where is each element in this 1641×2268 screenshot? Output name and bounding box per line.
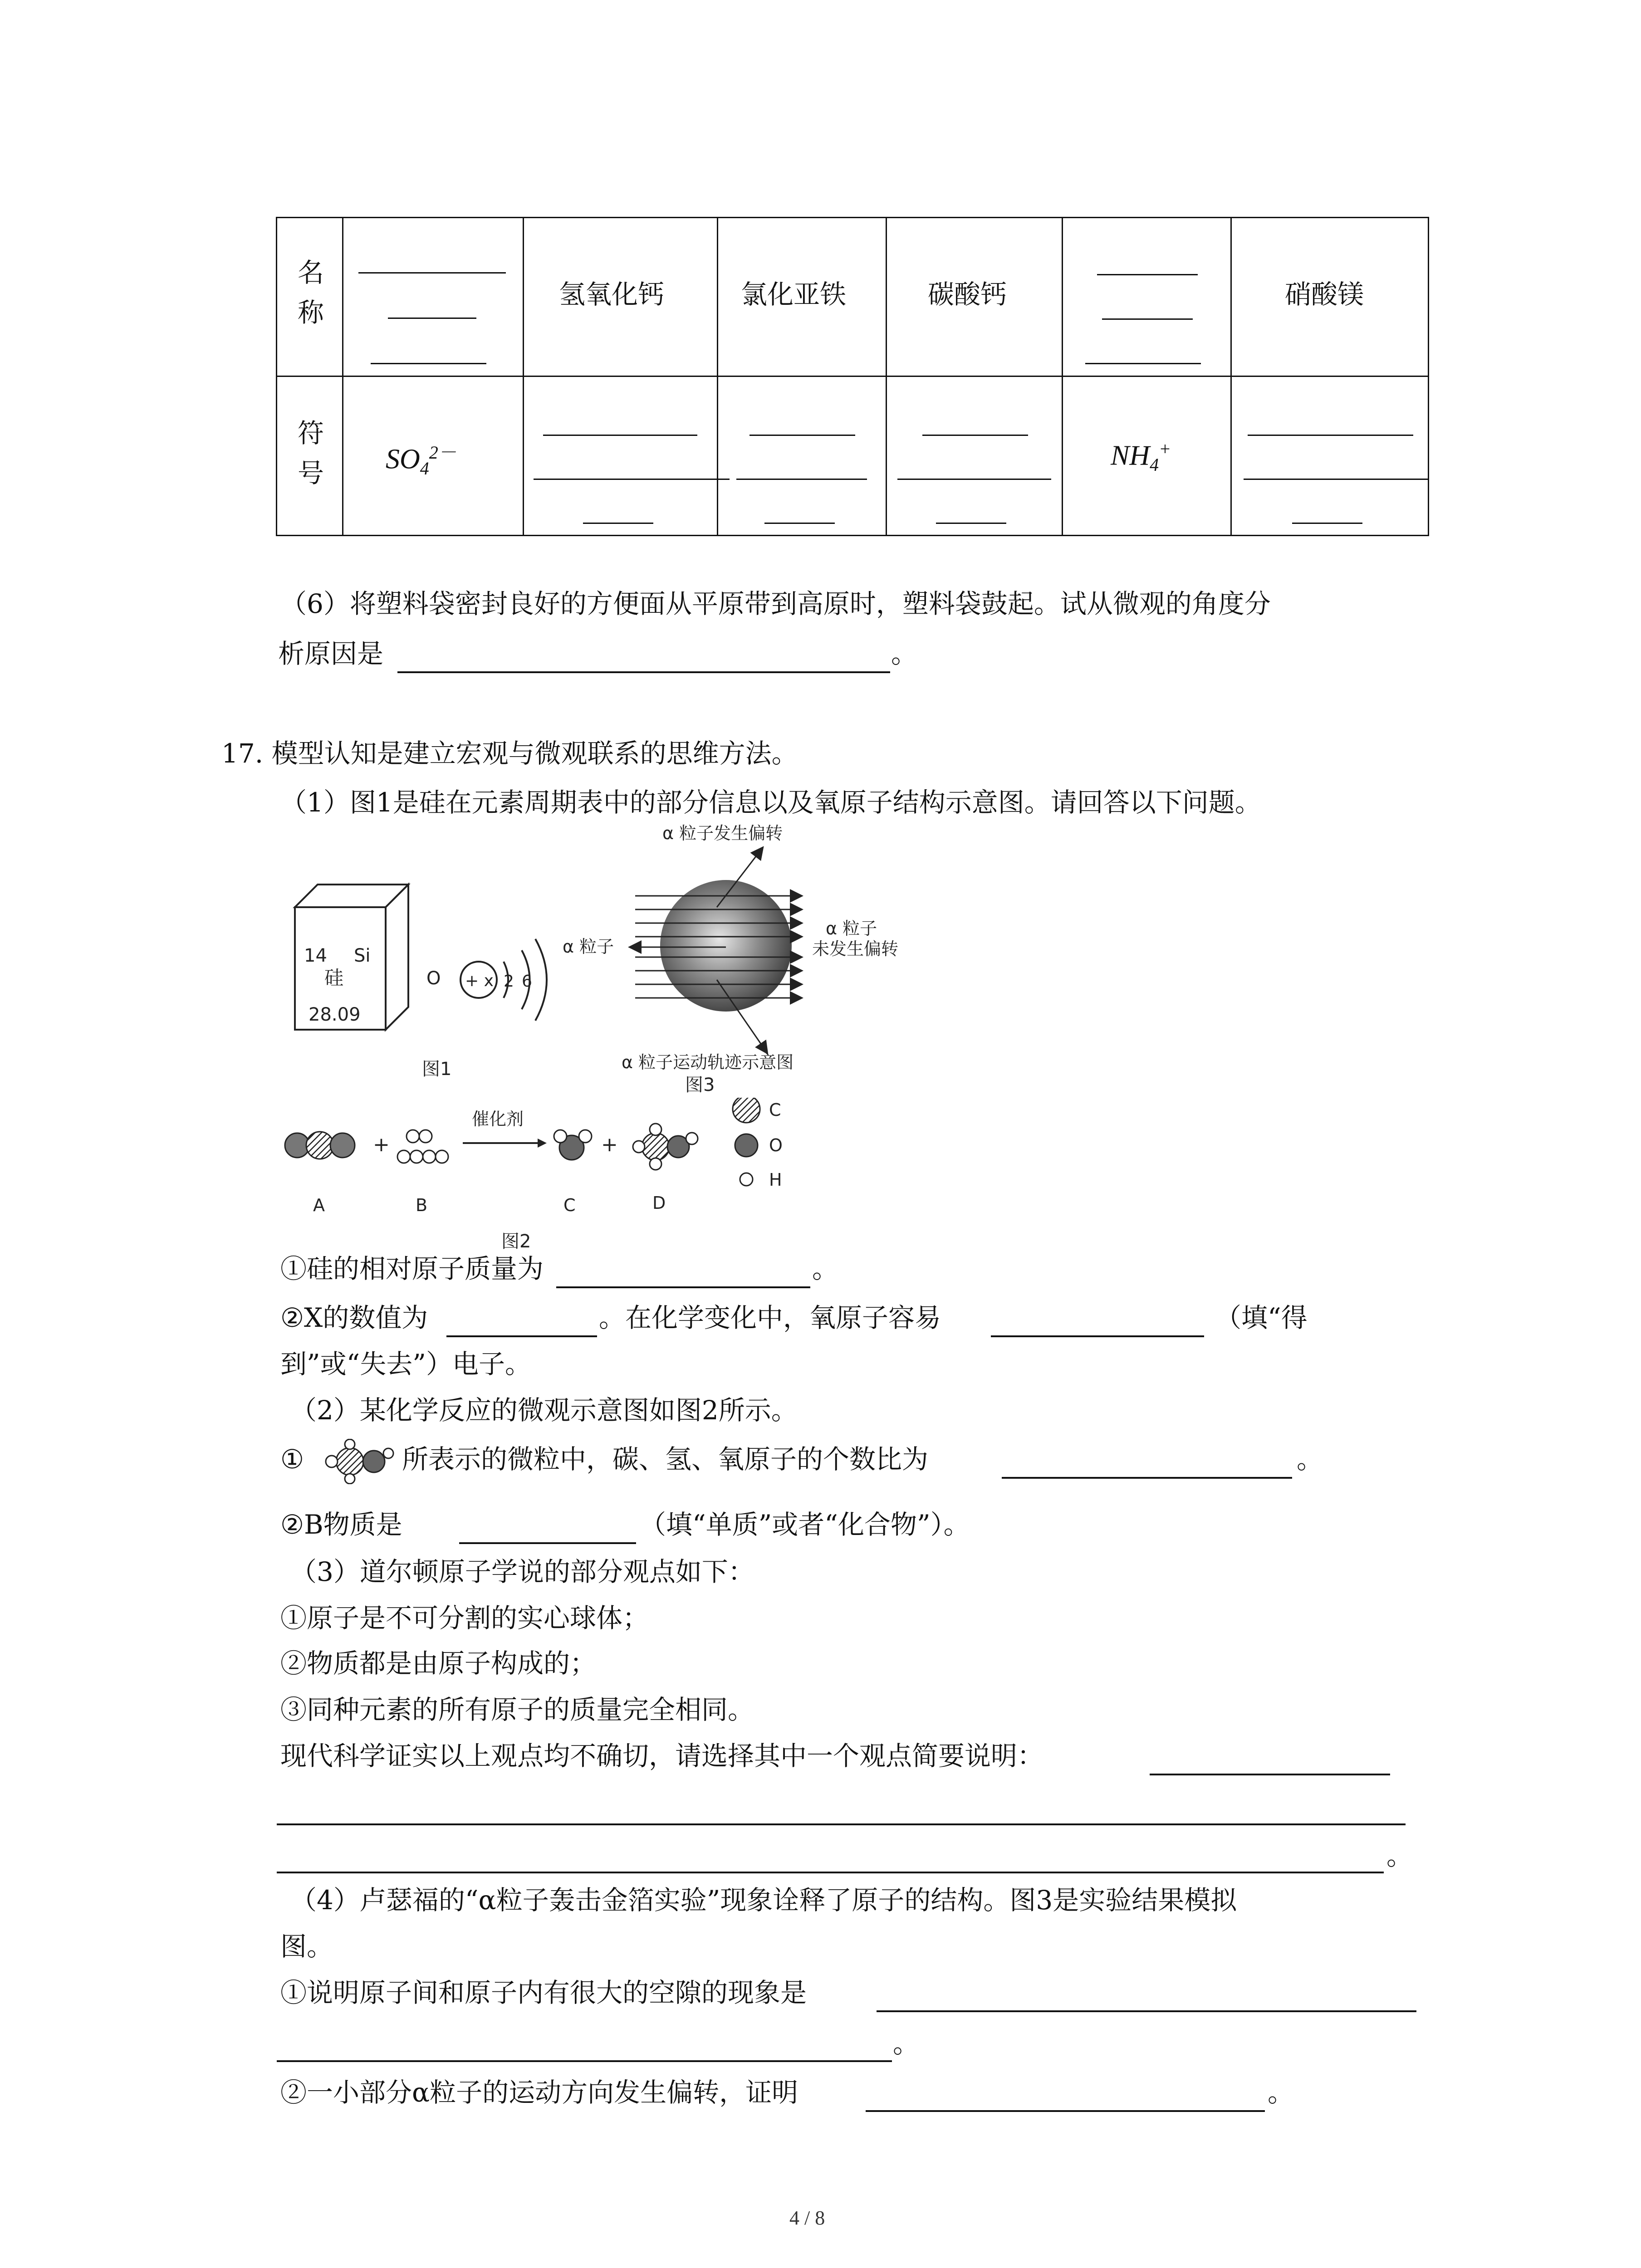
q17-4b-end: 。 — [1268, 2077, 1294, 2108]
table-header-name-2: 称 — [298, 297, 324, 328]
q17-2a-molecule-icon — [307, 1439, 402, 1484]
q17-4a-text: ①说明原子间和原子内有很大的空隙的现象是 — [280, 1977, 807, 2008]
symbol-cell-ammonium: $NH_4^+$ — [1111, 439, 1171, 475]
fig3-top-label: α 粒子发生偏转 — [662, 823, 783, 843]
q17-1b-text4: 到”或“失去”）电子。 — [280, 1349, 531, 1379]
q6-line2-end: 。 — [891, 638, 918, 669]
fig1-mass: 28.09 — [309, 1004, 361, 1025]
q17-3-point2: ②物质都是由原子构成的； — [280, 1648, 597, 1679]
q17-1b-text3: （填“得 — [1215, 1302, 1308, 1333]
fig1-nucleus-charge: + x — [465, 972, 494, 990]
fig2-label-a: A — [313, 1195, 325, 1215]
q17-4a-blank-1[interactable] — [877, 2010, 1416, 2012]
fig2-molecule-c — [554, 1130, 592, 1160]
fig3-bottom-label: α 粒子运动轨迹示意图 — [622, 1052, 794, 1072]
q17-2a-end: 。 — [1297, 1444, 1323, 1475]
q17-4a-end: 。 — [893, 2028, 920, 2059]
name-cell-calcium-carbonate: 碳酸钙 — [928, 279, 1007, 310]
q17-1a-end: 。 — [812, 1253, 839, 1284]
fig1-shell1-electrons: 2 — [504, 972, 514, 991]
figure-1-periodic-and-atom — [286, 848, 585, 1084]
fig1-name: 硅 — [324, 967, 344, 989]
table-header-symbol-2: 号 — [298, 458, 324, 489]
q17-3-end: 。 — [1386, 1840, 1413, 1871]
fig2-label-c: C — [563, 1195, 576, 1215]
fig2-molecule-b — [397, 1130, 448, 1163]
svg-text:C: C — [769, 1100, 781, 1120]
q17-title: 17. 模型认知是建立宏观与微观联系的思维方法。 — [221, 738, 798, 769]
q17-2a-prefix: ① — [280, 1444, 304, 1475]
q17-2b-text: ②B物质是 — [280, 1509, 402, 1540]
q17-2b-text2: （填“单质”或者“化合物”）。 — [640, 1509, 970, 1540]
q6-line1: （6）将塑料袋密封良好的方便面从平原带到高原时，塑料袋鼓起。试从微观的角度分 — [280, 588, 1271, 619]
q17-1a-text: ①硅的相对原子质量为 — [280, 1253, 544, 1284]
q17-3-blank-1[interactable] — [1150, 1774, 1390, 1775]
q17-part3-prompt: （3）道尔顿原子学说的部分观点如下： — [290, 1556, 754, 1587]
q17-2a-blank[interactable] — [1002, 1477, 1292, 1479]
fig1-atomic-number: 14 — [304, 945, 327, 966]
fig2-legend — [733, 1098, 783, 1190]
fig2-plus-1: + — [373, 1133, 390, 1156]
q17-3-point1: ①原子是不可分割的实心球体； — [280, 1603, 649, 1633]
figure-2-reaction — [272, 1098, 817, 1252]
figure-3-alpha-scattering — [554, 816, 953, 1098]
name-cell-magnesium-nitrate: 硝酸镁 — [1285, 279, 1364, 310]
fig3-caption: 图3 — [685, 1075, 715, 1095]
q17-part2-prompt: （2）某化学反应的微观示意图如图2所示。 — [290, 1395, 798, 1426]
q17-1b-text2: 。在化学变化中，氧原子容易 — [599, 1302, 941, 1333]
fig2-label-d: D — [652, 1193, 666, 1213]
table-header-name-1: 名 — [298, 257, 324, 288]
q17-3-point3: ③同种元素的所有原子的质量完全相同。 — [280, 1694, 754, 1725]
q17-1b-blank-x[interactable] — [446, 1335, 597, 1337]
q17-4b-blank[interactable] — [866, 2110, 1265, 2112]
q17-2a-text: 所表示的微粒中，碳、氢、氧原子的个数比为 — [402, 1444, 929, 1475]
fig2-catalyst: 催化剂 — [472, 1109, 524, 1129]
q17-1b-text: ②X的数值为 — [280, 1302, 428, 1333]
fig1-shell2-electrons: 6 — [522, 972, 532, 991]
name-cell-ferrous-chloride: 氯化亚铁 — [741, 279, 847, 310]
fig2-caption: 图2 — [501, 1231, 531, 1252]
name-cell-calcium-hydroxide: 氢氧化钙 — [559, 279, 665, 310]
q17-part4-line1: （4）卢瑟福的“α粒子轰击金箔实验”现象诠释了原子的结构。图3是实验结果模拟 — [290, 1885, 1237, 1916]
q6-answer-blank[interactable] — [397, 671, 890, 673]
q17-3-question: 现代科学证实以上观点均不确切，请选择其中一个观点简要说明： — [280, 1740, 1044, 1771]
fig1-symbol: Si — [354, 945, 371, 966]
fig2-molecule-a — [285, 1132, 355, 1159]
svg-text:H: H — [769, 1170, 782, 1190]
svg-text:O: O — [769, 1135, 783, 1155]
page-number: 4 / 8 — [789, 2207, 825, 2229]
fig3-right-label-1: α 粒子 — [826, 919, 877, 938]
q17-2b-blank[interactable] — [459, 1542, 636, 1544]
q17-3-blank-3[interactable] — [277, 1872, 1384, 1873]
fig3-left-label: α 粒子 — [563, 937, 614, 957]
q17-part1-prompt: （1）图1是硅在元素周期表中的部分信息以及氧原子结构示意图。请回答以下问题。 — [280, 787, 1261, 818]
q6-line2: 析原因是 — [278, 638, 384, 669]
q17-4a-blank-2[interactable] — [277, 2060, 892, 2062]
q17-1a-blank[interactable] — [556, 1286, 810, 1288]
fig2-label-b: B — [416, 1195, 428, 1215]
symbol-cell-sulfate: $SO_4^{2-}$ — [386, 442, 456, 479]
q17-1b-blank-electron[interactable] — [991, 1335, 1204, 1337]
q17-3-blank-2[interactable] — [277, 1823, 1406, 1825]
table-header-symbol-1: 符 — [298, 418, 324, 449]
fig2-molecule-d — [633, 1124, 698, 1170]
fig1-o-label: O — [426, 968, 441, 989]
fig3-right-label-2: 未发生偏转 — [812, 939, 899, 959]
fig1-caption: 图1 — [422, 1059, 452, 1080]
fig2-plus-2: + — [601, 1133, 618, 1156]
element-table — [276, 217, 1429, 536]
q17-part4-line2: 图。 — [280, 1931, 333, 1962]
q17-4b-text: ②一小部分α粒子的运动方向发生偏转，证明 — [280, 2077, 798, 2108]
